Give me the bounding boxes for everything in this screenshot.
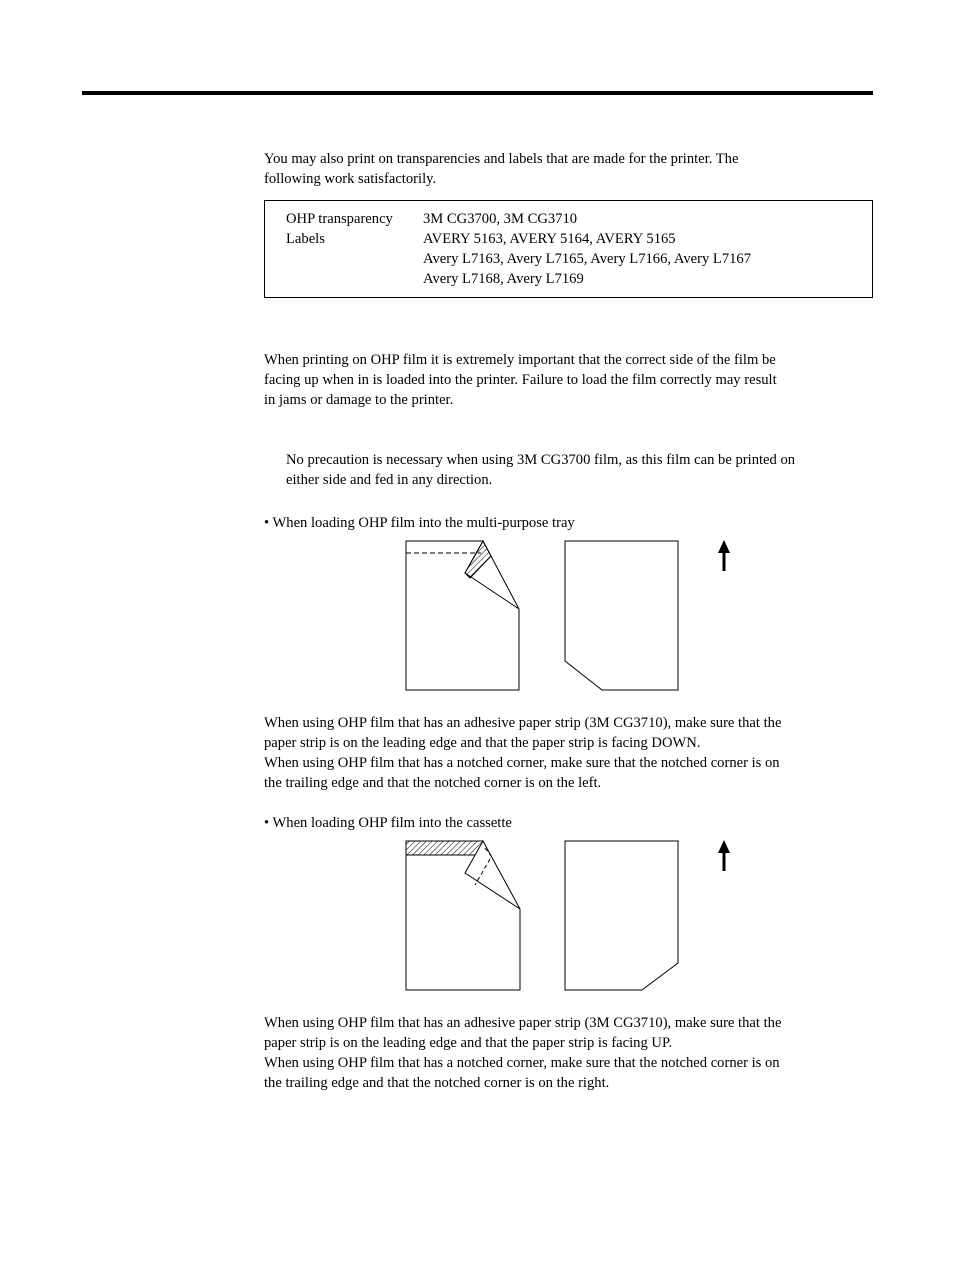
mp-tray-line: When using OHP film that has an adhesive paper strip (3M CG3710), make sure that the: [264, 715, 782, 731]
cassette-line: When using OHP film that has an adhesive paper strip (3M CG3710), make sure that the: [264, 1015, 782, 1031]
caution-line: facing up when in is loaded into the printer. Failure to load the film correctly may result: [264, 372, 777, 388]
cassette-paragraph: [264, 1013, 879, 1093]
mp-tray-feed-arrow-icon: [718, 540, 730, 571]
media-value: Avery L7168, Avery L7169: [423, 271, 584, 287]
note-line: No precaution is necessary when using 3M CG3700 film, as this film can be printed on: [286, 452, 796, 468]
cassette-film-folded: [406, 841, 520, 990]
cassette-line: paper strip is on the leading edge and that the paper strip is facing UP.: [264, 1035, 673, 1051]
media-value: AVERY 5163, AVERY 5164, AVERY 5165: [423, 231, 676, 247]
note-line: either side and fed in any direction.: [286, 472, 493, 488]
cassette-film-notched: [565, 841, 678, 990]
media-label: OHP transparency: [286, 211, 393, 227]
intro-line: following work satisfactorily.: [264, 171, 437, 187]
mp-tray-line: paper strip is on the leading edge and that the paper strip is facing DOWN.: [264, 735, 701, 751]
mp-tray-paragraph: [264, 713, 879, 793]
caution-line: When printing on OHP film it is extremely important that the correct side of the film be: [264, 352, 776, 368]
cassette-line: the trailing edge and that the notched corner is on the right.: [264, 1075, 610, 1091]
mp-tray-line: the trailing edge and that the notched corner is on the left.: [264, 775, 602, 791]
mp-tray-heading: • When loading OHP film into the multi-purpose tray: [264, 515, 575, 531]
cassette-feed-arrow-icon: [718, 840, 730, 871]
caution-line: in jams or damage to the printer.: [264, 392, 454, 408]
mp-tray-line: When using OHP film that has a notched corner, make sure that the notched corner is on: [264, 755, 780, 771]
mp-tray-film-notched: [565, 541, 678, 690]
media-value: 3M CG3700, 3M CG3710: [423, 211, 578, 227]
media-label: Labels: [286, 231, 325, 247]
mp-tray-film-folded: [406, 541, 519, 690]
intro-line: You may also print on transparencies and labels that are made for the printer. The: [264, 151, 739, 167]
media-value: Avery L7163, Avery L7165, Avery L7166, Avery L7167: [423, 251, 752, 267]
cassette-line: When using OHP film that has a notched corner, make sure that the notched corner is on: [264, 1055, 780, 1071]
cassette-heading: • When loading OHP film into the cassette: [264, 815, 512, 831]
